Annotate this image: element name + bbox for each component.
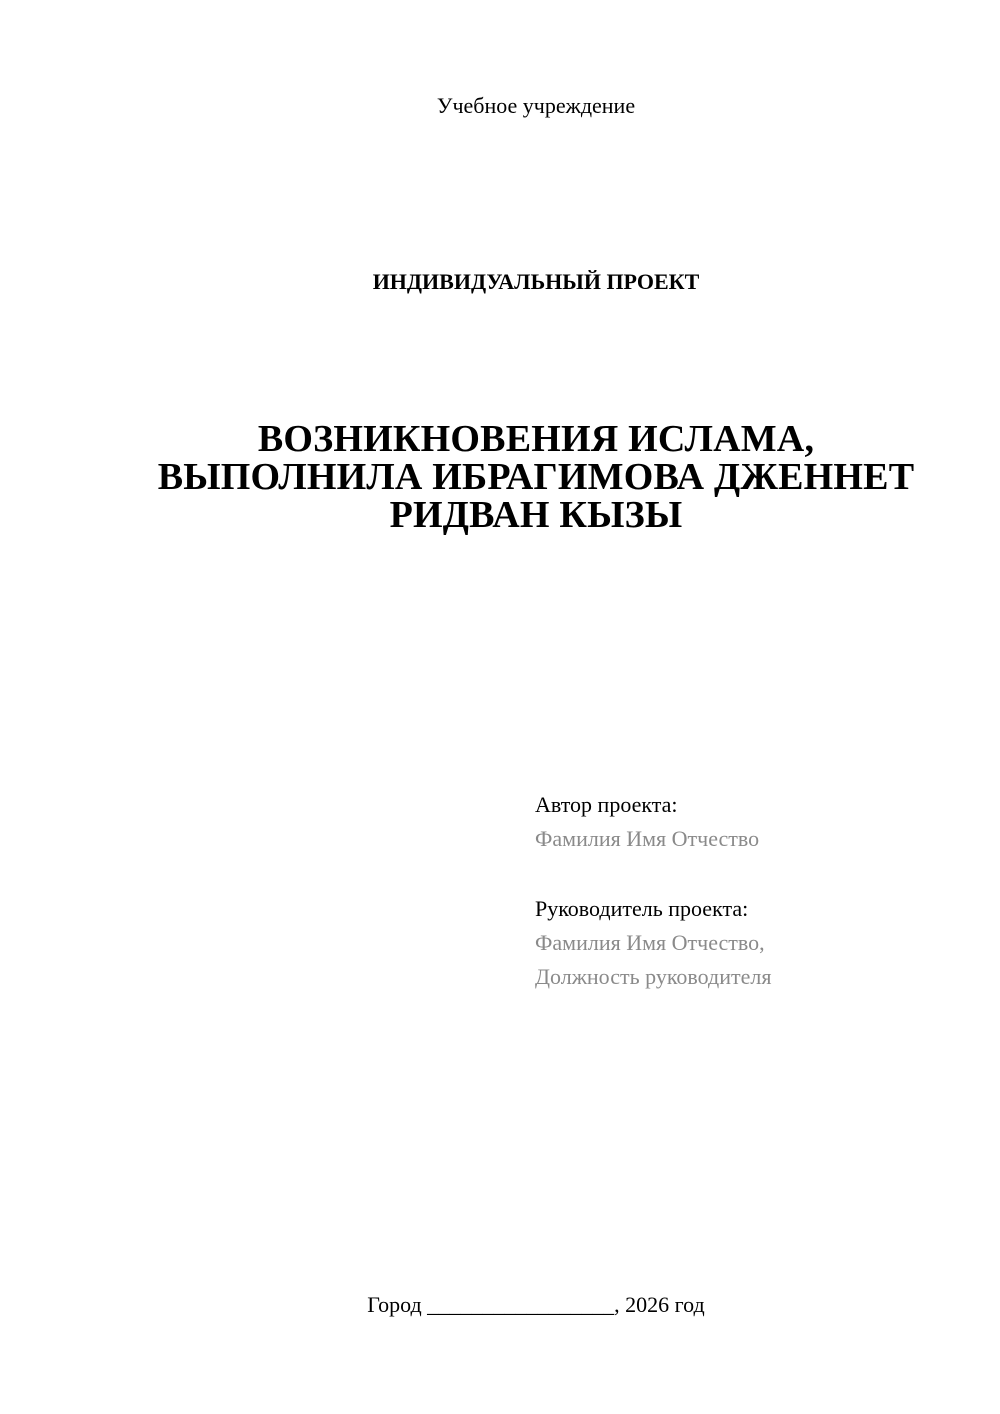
author-label: Автор проекта: <box>535 792 678 817</box>
city-year-footer: Город _________________, 2026 год <box>367 1292 705 1317</box>
project-title-line: РИДВАН КЫЗЫ <box>389 494 683 536</box>
project-title <box>0 420 1000 534</box>
author-name: Фамилия Имя Отчество <box>535 826 760 851</box>
supervisor-label: Руководитель проекта: <box>535 896 749 921</box>
supervisor-name: Фамилия Имя Отчество, <box>535 930 765 955</box>
project-title-line: ВОЗНИКНОВЕНИЯ ИСЛАМА, <box>257 418 815 460</box>
project-type-heading: ИНДИВИДУАЛЬНЫЙ ПРОЕКТ <box>372 269 700 294</box>
institution-name: Учебное учреждение <box>436 93 636 118</box>
supervisor-position: Должность руководителя <box>535 964 772 989</box>
credits-spacer <box>535 856 975 892</box>
credits-block <box>535 788 975 994</box>
project-title-line: ВЫПОЛНИЛА ИБРАГИМОВА ДЖЕННЕТ <box>157 456 915 498</box>
